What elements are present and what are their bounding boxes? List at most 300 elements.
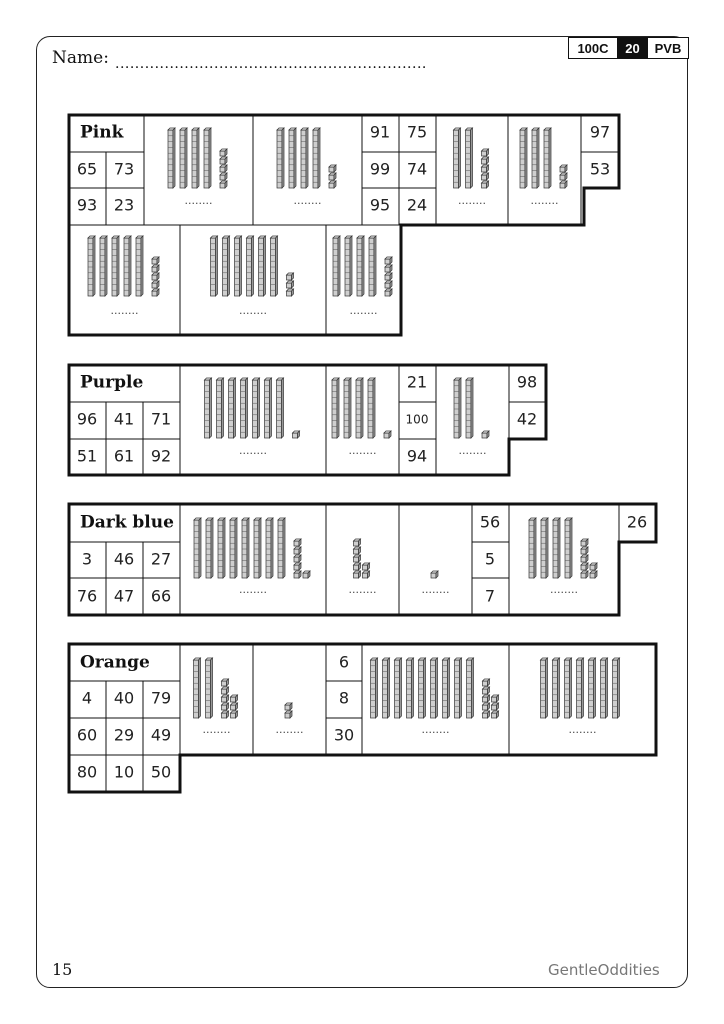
ten-rod	[344, 378, 351, 438]
rod-side	[197, 128, 199, 188]
cube-front	[294, 573, 299, 578]
cube-front	[222, 697, 227, 702]
group-title: Orange	[80, 652, 150, 673]
option-number: 41	[113, 409, 135, 429]
base-ten-picture	[285, 703, 292, 718]
cube-front	[354, 565, 359, 570]
rod-side	[424, 658, 426, 718]
cube-front	[231, 697, 236, 702]
answer-blank: ........	[239, 304, 267, 317]
rod-side	[388, 658, 390, 718]
cube-front	[294, 565, 299, 570]
unit-cube	[287, 289, 294, 296]
option-number: 46	[113, 549, 135, 569]
rod-side	[228, 236, 230, 296]
base-ten-picture	[371, 658, 499, 718]
brand-logo: GentleOddities	[548, 961, 660, 979]
unit-cube	[482, 165, 489, 172]
ten-rod	[332, 378, 339, 438]
unit-cube	[220, 181, 227, 188]
unit-cube	[294, 547, 301, 554]
rod-side	[306, 128, 308, 188]
ten-rod	[204, 128, 211, 188]
cube-front	[285, 705, 290, 710]
answer-blank: ........	[421, 583, 450, 596]
cube-front	[581, 573, 586, 578]
cube-front	[152, 283, 157, 288]
ten-rod	[266, 518, 273, 578]
option-number: 66	[150, 586, 172, 606]
candidate-number: 30	[333, 725, 355, 745]
option-number: 29	[113, 725, 135, 745]
ten-rod	[230, 518, 237, 578]
rod-side	[283, 518, 285, 578]
ten-rod	[407, 658, 414, 718]
candidate-number: 53	[589, 159, 611, 179]
unit-cube	[231, 695, 238, 702]
group-orange	[69, 644, 656, 792]
cube-front	[581, 541, 586, 546]
base-ten-picture	[88, 236, 159, 296]
cube-front	[384, 433, 389, 438]
cube-front	[581, 549, 586, 554]
rod-side	[209, 128, 211, 188]
unit-cube	[220, 149, 227, 156]
ten-rod	[259, 236, 266, 296]
rod-side	[294, 128, 296, 188]
cube-front	[354, 573, 359, 578]
option-number: 23	[113, 195, 135, 215]
unit-cube	[294, 571, 301, 578]
group-title: Pink	[80, 122, 124, 143]
cube-front	[220, 183, 225, 188]
base-ten-picture	[529, 518, 597, 578]
unit-cube	[152, 265, 159, 272]
rod-side	[374, 236, 376, 296]
unit-cube	[581, 563, 588, 570]
answer-blank: ........	[348, 583, 377, 596]
unit-cube	[483, 695, 490, 702]
candidate-number: 26	[626, 512, 648, 532]
unit-cube	[385, 281, 392, 288]
ten-rod	[241, 378, 248, 438]
answer-blank: ........	[110, 304, 139, 317]
rod-side	[471, 378, 473, 438]
cube-front	[294, 549, 299, 554]
option-number: 40	[113, 688, 135, 708]
candidate-number: 94	[406, 446, 428, 466]
cube-front	[482, 167, 487, 172]
candidate-number: 21	[406, 372, 428, 392]
candidate-number: 56	[479, 512, 501, 532]
candidate-number: 97	[589, 122, 611, 142]
rod-side	[549, 128, 551, 188]
unit-cube	[384, 431, 391, 438]
option-number: 79	[150, 688, 172, 708]
rod-side	[471, 128, 473, 188]
base-ten-picture	[431, 571, 438, 578]
answer-blank: ........	[239, 444, 267, 457]
answer-blank: ........	[568, 723, 597, 736]
answer-blank: ........	[421, 723, 450, 736]
unit-cube	[483, 679, 490, 686]
ten-rod	[532, 128, 539, 188]
ten-rod	[466, 378, 473, 438]
rod-side	[412, 658, 414, 718]
rod-side	[338, 236, 340, 296]
cube-front	[222, 713, 227, 718]
rod-side	[582, 658, 584, 718]
rod-side	[211, 658, 213, 718]
cube-front	[293, 433, 298, 438]
candidate-number: 42	[516, 409, 538, 429]
unit-cube	[231, 703, 238, 710]
unit-cube	[482, 149, 489, 156]
rod-side	[173, 128, 175, 188]
rod-side	[361, 378, 363, 438]
cube-front	[492, 705, 497, 710]
ten-rod	[205, 378, 212, 438]
base-ten-picture	[354, 539, 370, 578]
cube-front	[483, 713, 488, 718]
cube-front	[560, 167, 565, 172]
name-label: Name:	[52, 48, 109, 68]
ten-rod	[194, 658, 201, 718]
rod-side	[246, 378, 248, 438]
unit-cube	[152, 289, 159, 296]
rod-side	[282, 128, 284, 188]
cube-front	[152, 259, 157, 264]
candidate-number: 95	[369, 195, 391, 215]
cube-front	[152, 267, 157, 272]
unit-cube	[560, 181, 567, 188]
badge-level: 100C	[568, 37, 618, 59]
option-number: 4	[81, 688, 93, 708]
unit-cube	[303, 571, 310, 578]
unit-cube	[492, 695, 499, 702]
ten-rod	[168, 128, 175, 188]
cube-front	[287, 291, 292, 296]
rod-side	[459, 128, 461, 188]
ten-rod	[529, 518, 536, 578]
rod-side	[282, 378, 284, 438]
cube-front	[482, 175, 487, 180]
answer-blank: ........	[348, 444, 377, 457]
cube-front	[385, 267, 390, 272]
unit-cube	[385, 257, 392, 264]
ten-rod	[544, 128, 551, 188]
rod-side	[235, 518, 237, 578]
cube-front	[222, 681, 227, 686]
ten-rod	[455, 658, 462, 718]
cube-front	[581, 565, 586, 570]
cube-front	[220, 175, 225, 180]
candidate-number: 6	[338, 652, 350, 672]
rod-side	[570, 518, 572, 578]
cube-front	[492, 697, 497, 702]
option-number: 80	[76, 762, 98, 782]
answer-blank: ........	[202, 723, 231, 736]
unit-cube	[385, 265, 392, 272]
unit-cube	[581, 571, 588, 578]
unit-cube	[482, 157, 489, 164]
candidate-number: 75	[406, 122, 428, 142]
unit-cube	[354, 555, 361, 562]
unit-cube	[483, 711, 490, 718]
rod-side	[537, 128, 539, 188]
name-input-line[interactable]: ...............................................................	[115, 56, 427, 72]
cube-front	[363, 565, 368, 570]
ten-rod	[419, 658, 426, 718]
answer-blank: ........	[550, 583, 578, 596]
base-ten-picture	[194, 518, 310, 578]
ten-rod	[235, 236, 242, 296]
ten-rod	[218, 518, 225, 578]
base-ten-picture	[541, 658, 620, 718]
answer-blank: ........	[458, 194, 486, 207]
ten-rod	[313, 128, 320, 188]
rod-side	[376, 658, 378, 718]
unit-cube	[354, 539, 361, 546]
base-ten-picture	[194, 658, 238, 718]
ten-rod	[124, 236, 131, 296]
cube-front	[329, 175, 334, 180]
cube-front	[152, 275, 157, 280]
ten-rod	[289, 128, 296, 188]
rod-side	[350, 236, 352, 296]
ten-rod	[395, 658, 402, 718]
ten-rod	[356, 378, 363, 438]
ten-rod	[454, 378, 461, 438]
ten-rod	[112, 236, 119, 296]
option-number: 50	[150, 762, 172, 782]
ten-rod	[88, 236, 95, 296]
rod-side	[618, 658, 620, 718]
unit-cube	[483, 703, 490, 710]
answer-blank: ........	[275, 723, 304, 736]
answer-blank: ........	[458, 444, 487, 457]
rod-side	[240, 236, 242, 296]
ten-rod	[180, 128, 187, 188]
candidate-number: 74	[406, 159, 428, 179]
unit-cube	[329, 181, 336, 188]
candidate-number: 99	[369, 159, 391, 179]
rod-side	[259, 518, 261, 578]
base-ten-picture	[211, 236, 294, 296]
cube-front	[329, 167, 334, 172]
ten-rod	[613, 658, 620, 718]
unit-cube	[152, 273, 159, 280]
unit-cube	[222, 711, 229, 718]
ten-rod	[247, 236, 254, 296]
unit-cube	[222, 695, 229, 702]
cube-front	[222, 705, 227, 710]
ten-rod	[431, 658, 438, 718]
base-ten-picture	[520, 128, 567, 188]
base-ten-picture	[333, 236, 392, 296]
option-number: 60	[76, 725, 98, 745]
ten-rod	[271, 236, 278, 296]
candidate-number: 24	[406, 195, 428, 215]
unit-cube	[482, 181, 489, 188]
rod-side	[216, 236, 218, 296]
rod-side	[211, 518, 213, 578]
unit-cube	[492, 703, 499, 710]
ten-rod	[589, 658, 596, 718]
cube-front	[222, 689, 227, 694]
option-number: 27	[150, 549, 172, 569]
cube-front	[385, 259, 390, 264]
cube-front	[152, 291, 157, 296]
answer-blank: ........	[530, 194, 559, 207]
ten-rod	[553, 658, 560, 718]
ten-rod	[277, 378, 284, 438]
unit-cube	[294, 539, 301, 546]
ten-rod	[565, 518, 572, 578]
rod-side	[606, 658, 608, 718]
cube-front	[483, 705, 488, 710]
rod-side	[546, 518, 548, 578]
unit-cube	[287, 273, 294, 280]
ten-rod	[136, 236, 143, 296]
cube-front	[483, 697, 488, 702]
rod-side	[362, 236, 364, 296]
ten-rod	[242, 518, 249, 578]
base-ten-picture	[454, 378, 489, 438]
rod-side	[117, 236, 119, 296]
cube-front	[385, 291, 390, 296]
ten-rod	[454, 128, 461, 188]
page-number: 15	[52, 960, 73, 979]
cube-front	[287, 283, 292, 288]
unit-cube	[222, 679, 229, 686]
rod-side	[400, 658, 402, 718]
base-ten-picture	[332, 378, 391, 438]
rod-side	[252, 236, 254, 296]
rod-side	[129, 236, 131, 296]
unit-cube	[222, 703, 229, 710]
ten-rod	[369, 236, 376, 296]
unit-cube	[220, 173, 227, 180]
unit-cube	[285, 703, 292, 710]
unit-cube	[492, 711, 499, 718]
cube-front	[482, 183, 487, 188]
rod-side	[318, 128, 320, 188]
rod-side	[105, 236, 107, 296]
unit-cube	[354, 563, 361, 570]
ten-rod	[577, 658, 584, 718]
cube-front	[363, 573, 368, 578]
unit-cube	[329, 165, 336, 172]
cube-front	[231, 713, 236, 718]
option-number: 93	[76, 195, 98, 215]
badge-number: 20	[617, 37, 648, 59]
ten-rod	[301, 128, 308, 188]
rod-side	[594, 658, 596, 718]
option-number: 92	[150, 446, 172, 466]
unit-cube	[354, 547, 361, 554]
unit-cube	[152, 257, 159, 264]
unit-cube	[581, 547, 588, 554]
rod-side	[373, 378, 375, 438]
rod-side	[223, 518, 225, 578]
option-number: 96	[76, 409, 98, 429]
cube-front	[431, 573, 436, 578]
ten-rod	[277, 128, 284, 188]
cube-front	[482, 433, 487, 438]
candidate-number: 100	[405, 412, 429, 427]
option-number: 47	[113, 586, 135, 606]
unit-cube	[385, 273, 392, 280]
ten-rod	[541, 658, 548, 718]
unit-cube	[220, 165, 227, 172]
unit-cube	[590, 563, 597, 570]
ten-rod	[211, 236, 218, 296]
unit-cube	[560, 173, 567, 180]
ten-rod	[265, 378, 272, 438]
rod-side	[558, 518, 560, 578]
rod-side	[264, 236, 266, 296]
candidate-number: 7	[484, 586, 496, 606]
rod-side	[472, 658, 474, 718]
ten-rod	[223, 236, 230, 296]
rod-side	[570, 658, 572, 718]
ten-rod	[383, 658, 390, 718]
rod-side	[247, 518, 249, 578]
rod-side	[276, 236, 278, 296]
unit-cube	[581, 555, 588, 562]
unit-cube	[385, 289, 392, 296]
rod-side	[436, 658, 438, 718]
cube-front	[220, 159, 225, 164]
unit-cube	[287, 281, 294, 288]
ten-rod	[206, 658, 213, 718]
unit-cube	[560, 165, 567, 172]
cube-front	[590, 565, 595, 570]
cube-front	[385, 283, 390, 288]
ten-rod	[278, 518, 285, 578]
group-title: Dark blue	[80, 512, 174, 533]
group-title: Purple	[80, 372, 144, 393]
base-ten-picture	[277, 128, 336, 188]
rod-side	[210, 378, 212, 438]
unit-cube	[363, 563, 370, 570]
candidate-number: 98	[516, 372, 538, 392]
candidate-number: 8	[338, 688, 350, 708]
answer-blank: ........	[349, 304, 378, 317]
base-ten-picture	[454, 128, 489, 188]
ten-rod	[254, 518, 261, 578]
candidate-number: 5	[484, 549, 496, 569]
rod-side	[337, 378, 339, 438]
cube-front	[231, 705, 236, 710]
ten-rod	[345, 236, 352, 296]
rod-side	[141, 236, 143, 296]
cube-front	[285, 713, 290, 718]
rod-side	[525, 128, 527, 188]
rod-side	[258, 378, 260, 438]
unit-cube	[285, 711, 292, 718]
cube-front	[354, 557, 359, 562]
ten-rod	[333, 236, 340, 296]
ten-rod	[371, 658, 378, 718]
ten-rod	[357, 236, 364, 296]
rod-side	[270, 378, 272, 438]
option-number: 71	[150, 409, 172, 429]
answer-blank: ........	[184, 194, 213, 207]
option-number: 76	[76, 586, 98, 606]
rod-side	[534, 518, 536, 578]
